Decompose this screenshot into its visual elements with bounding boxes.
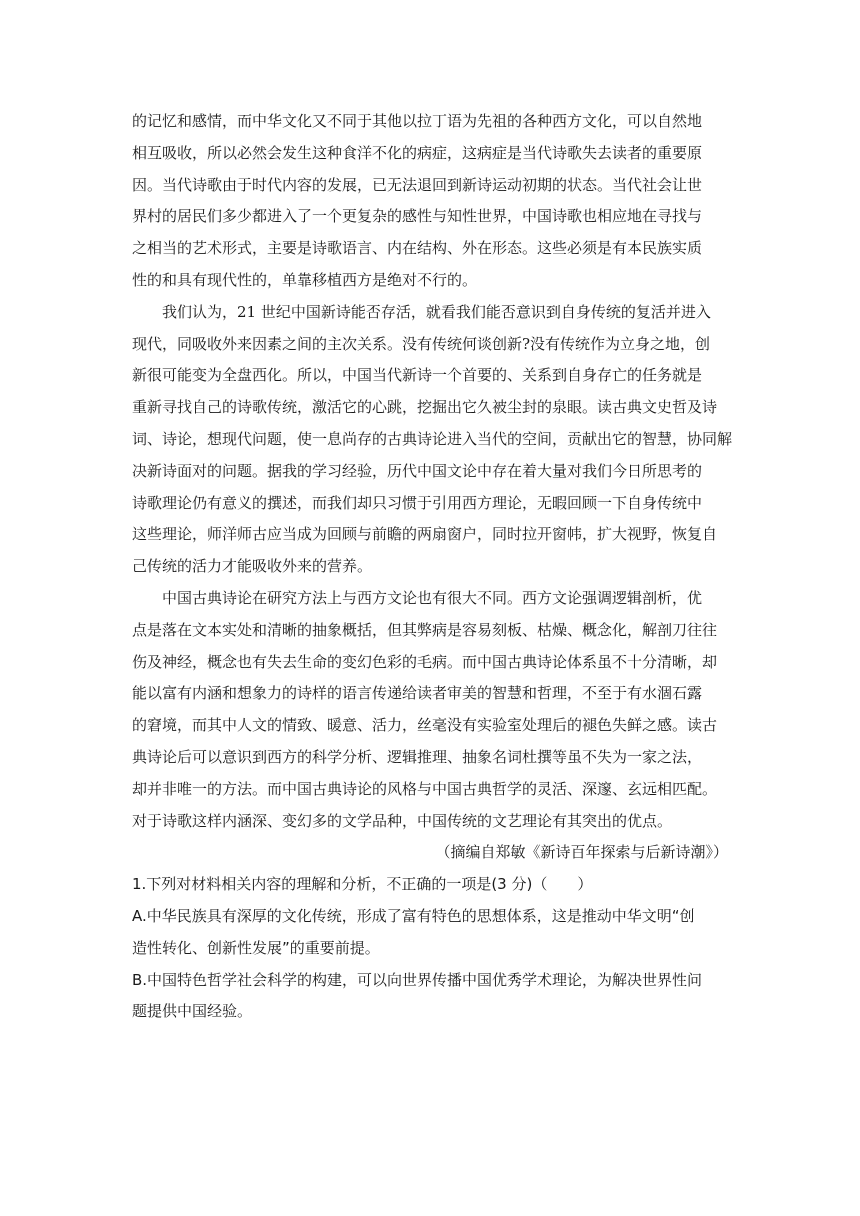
text-line: 因。当代诗歌由于时代内容的发展，已无法退回到新诗运动初期的状态。当代社会让世 [132,175,703,194]
text-line: 之相当的艺术形式，主要是诗歌语言、内在结构、外在形态。这些必须是有本民族实质 [132,239,703,258]
text-line: 典诗论后可以意识到西方的科学分析、逻辑推理、抽象名词杜撰等虽不失为一家之法， [132,747,703,766]
option-line: 造性转化、创新性发展”的重要前提。 [132,938,380,957]
text-line: 新很可能变为全盘西化。所以，中国当代新诗一个首要的、关系到自身存亡的任务就是 [132,366,703,385]
text-line: 词、诗论，想现代问题，使一息尚存的古典诗论进入当代的空间，贡献出它的智慧，协同解 [132,429,733,448]
text-line: 这些理论，师洋师古应当成为回顾与前瞻的两扇窗户，同时拉开窗帏，扩大视野，恢复自 [132,525,718,544]
text-line: 对于诗歌这样内涵深、变幻多的文学品种，中国传统的文艺理论有其突出的优点。 [132,811,673,830]
text-line: 决新诗面对的问题。据我的学习经验，历代中国文论中存在着大量对我们今日所思考的 [132,461,703,480]
text-line: 现代，同吸收外来因素之间的主次关系。没有传统何谈创新?没有传统作为立身之地，创 [132,334,711,353]
option-a [132,901,728,965]
question-stem: 1.下列对材料相关内容的理解和分析，不正确的一项是(3 分)（ ） [132,875,593,894]
option-line: A.中华民族具有深厚的文化传统，形成了富有特色的思想体系，这是推动中华文明“创 [132,906,695,925]
document-body [132,106,733,1028]
text-line: 己传统的活力才能吸收外来的营养。 [132,557,373,576]
text-line: 诗歌理论仍有意义的撰述，而我们却只习惯于引用西方理论，无暇回顾一下自身传统中 [132,493,703,512]
passage-paragraph-3 [132,583,728,837]
text-line: 的窘境，而其中人文的情致、暖意、活力，丝毫没有实验室处理后的褪色失鲜之感。读古 [132,716,718,735]
text-line: 伤及神经，概念也有失去生命的变幻色彩的毛病。而中国古典诗论体系虽不十分清晰，却 [132,652,718,671]
text-line: 却并非唯一的方法。而中国古典诗论的风格与中国古典哲学的灵活、深邃、玄远相匹配。 [132,779,718,798]
source-citation: （摘编自郑敏《新诗百年探索与后新诗潮》） [435,843,728,862]
passage-paragraph-2 [132,297,733,583]
text-line: 中国古典诗论在研究方法上与西方文论也有很大不同。西方文论强调逻辑剖析，优 [162,588,703,607]
text-line: 相互吸收，所以必然会发生这种食洋不化的病症，这病症是当代诗歌失去读者的重要原 [132,143,703,162]
text-line: 我们认为，21 世纪中国新诗能否存活，就看我们能否意识到自身传统的复活并进入 [162,302,711,321]
text-line: 能以富有内涵和想象力的诗样的语言传递给读者审美的智慧和哲理，不至于有水涸石露 [132,684,703,703]
text-line: 重新寻找自己的诗歌传统，激活它的心跳，挖掘出它久被尘封的泉眼。读古典文史哲及诗 [132,398,718,417]
text-line: 界村的居民们多少都进入了一个更复杂的感性与知性世界，中国诗歌也相应地在寻找与 [132,207,703,226]
text-line: 点是落在文本实处和清晰的抽象概括，但其弊病是容易刻板、枯燥、概念化，解剖刀往往 [132,620,718,639]
option-line: 题提供中国经验。 [132,1002,253,1021]
option-line: B.中国特色哲学社会科学的构建，可以向世界传播中国优秀学术理论，为解决世界性问 [132,970,703,989]
option-b [132,965,728,1029]
text-line: 的记忆和感情，而中华文化又不同于其他以拉丁语为先祖的各种西方文化，可以自然地 [132,112,703,130]
passage-paragraph-1 [132,106,728,297]
text-line: 性的和具有现代性的，单靠移植西方是绝对不行的。 [132,270,478,289]
question-block [132,869,728,1028]
